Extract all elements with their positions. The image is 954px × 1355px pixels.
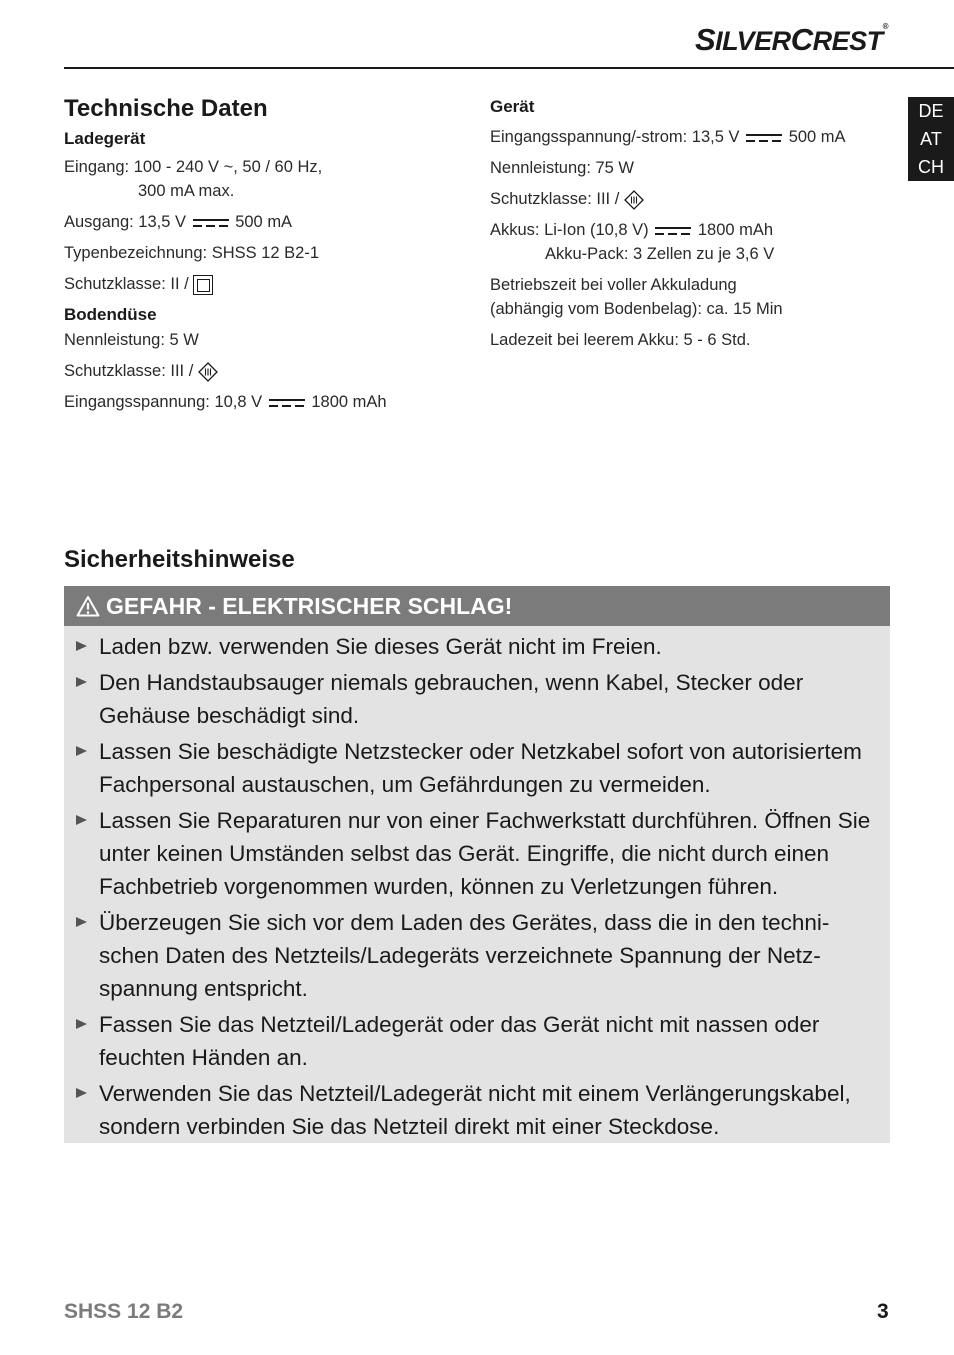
page-number: 3	[877, 1300, 889, 1323]
dc-symbol-icon	[269, 398, 305, 408]
brand-logo: SILVERCREST®	[694, 22, 888, 57]
charger-output: Ausgang: 13,5 V 500 mA	[64, 213, 293, 231]
device-power: Nennleistung: 75 W	[490, 159, 634, 177]
bullet-arrow-icon	[76, 1019, 87, 1029]
list-item: Lassen Sie beschädigte Netzstecker oder Netzkabel sofort von autorisiertem Fachpersonal austauschen, um Gefährdungen zu vermeiden.	[76, 735, 876, 801]
warning-list	[64, 626, 890, 1143]
charger-protection: Schutzklasse: II /	[64, 272, 464, 296]
list-item: Fassen Sie das Netzteil/Ladegerät oder das Gerät nicht mit nassen oder feuchten Händen an.	[76, 1008, 876, 1074]
dc-symbol-icon	[193, 218, 229, 228]
nozzle-title: Bodendüse	[64, 305, 157, 324]
protection-class-3-icon	[624, 190, 644, 210]
nozzle-protection: Schutzklasse: III /	[64, 359, 464, 383]
tech-data-right-column	[490, 95, 890, 359]
warning-header	[64, 586, 890, 626]
language-at: AT	[920, 129, 942, 149]
language-de: DE	[918, 101, 944, 121]
tech-data-title: Technische Daten	[64, 95, 268, 122]
device-title: Gerät	[490, 97, 535, 116]
bullet-arrow-icon	[76, 917, 87, 927]
tech-data-left-column	[64, 93, 464, 421]
device-runtime: Betriebszeit bei voller Akkuladung (abhängig vom Bodenbelag): ca. 15 Min	[490, 276, 783, 318]
bullet-arrow-icon	[76, 1088, 87, 1098]
device-protection: Schutzklasse: III /	[490, 187, 890, 211]
charger-type: Typenbezeichnung: SHSS 12 B2-1	[64, 244, 320, 262]
header-rule	[64, 67, 954, 69]
list-item: Den Handstaubsauger niemals gebrauchen, wenn Kabel, Stecker oder Gehäuse beschädigt sind.	[76, 666, 876, 732]
charger-input: Eingang: 100 - 240 V ~, 50 / 60 Hz, 300 mA max.	[64, 158, 323, 200]
warning-title: GEFAHR - ELEKTRISCHER SCHLAG!	[106, 593, 513, 619]
bullet-arrow-icon	[76, 641, 87, 651]
language-ch: CH	[918, 157, 944, 177]
list-item: Überzeugen Sie sich vor dem Laden des Gerätes, dass die in den techni- schen Daten des Netzteils/Ladegeräts verzeichnete Spannung der Netz- spannung entspricht.	[76, 906, 876, 1005]
safety-title: Sicherheitshinweise	[64, 546, 295, 573]
device-input: Eingangsspannung/-strom: 13,5 V 500 mA	[490, 128, 846, 146]
device-charge-time: Ladezeit bei leerem Akku: 5 - 6 Std.	[490, 331, 751, 349]
footer-model: SHSS 12 B2	[64, 1300, 184, 1323]
dc-symbol-icon	[655, 226, 691, 236]
nozzle-power: Nennleistung: 5 W	[64, 331, 199, 349]
protection-class-3-icon	[198, 362, 218, 382]
bullet-arrow-icon	[76, 746, 87, 756]
charger-title: Ladegerät	[64, 129, 146, 148]
warning-box	[64, 586, 890, 1143]
nozzle-voltage: Eingangsspannung: 10,8 V 1800 mAh	[64, 393, 387, 411]
list-item: Laden bzw. verwenden Sie dieses Gerät nicht im Freien.	[76, 630, 876, 663]
protection-class-2-icon	[193, 275, 213, 295]
bullet-arrow-icon	[76, 815, 87, 825]
list-item: Verwenden Sie das Netzteil/Ladegerät nicht mit einem Verlängerungskabel, sondern verbinden Sie das Netzteil direkt mit einer Steckdose.	[76, 1077, 876, 1143]
dc-symbol-icon	[746, 133, 782, 143]
bullet-arrow-icon	[76, 677, 87, 687]
device-battery: Akkus: Li-Ion (10,8 V) 1800 mAh Akku-Pack: 3 Zellen zu je 3,6 V	[490, 221, 775, 263]
warning-triangle-icon	[76, 595, 100, 617]
list-item: Lassen Sie Reparaturen nur von einer Fachwerkstatt durchführen. Öffnen Sie unter keinen Umständen selbst das Gerät. Eingriffe, die nicht durch einen Fachbetrieb vorgenommen wurden, können zu Verletzungen führen.	[76, 804, 876, 903]
language-tab	[908, 97, 954, 181]
